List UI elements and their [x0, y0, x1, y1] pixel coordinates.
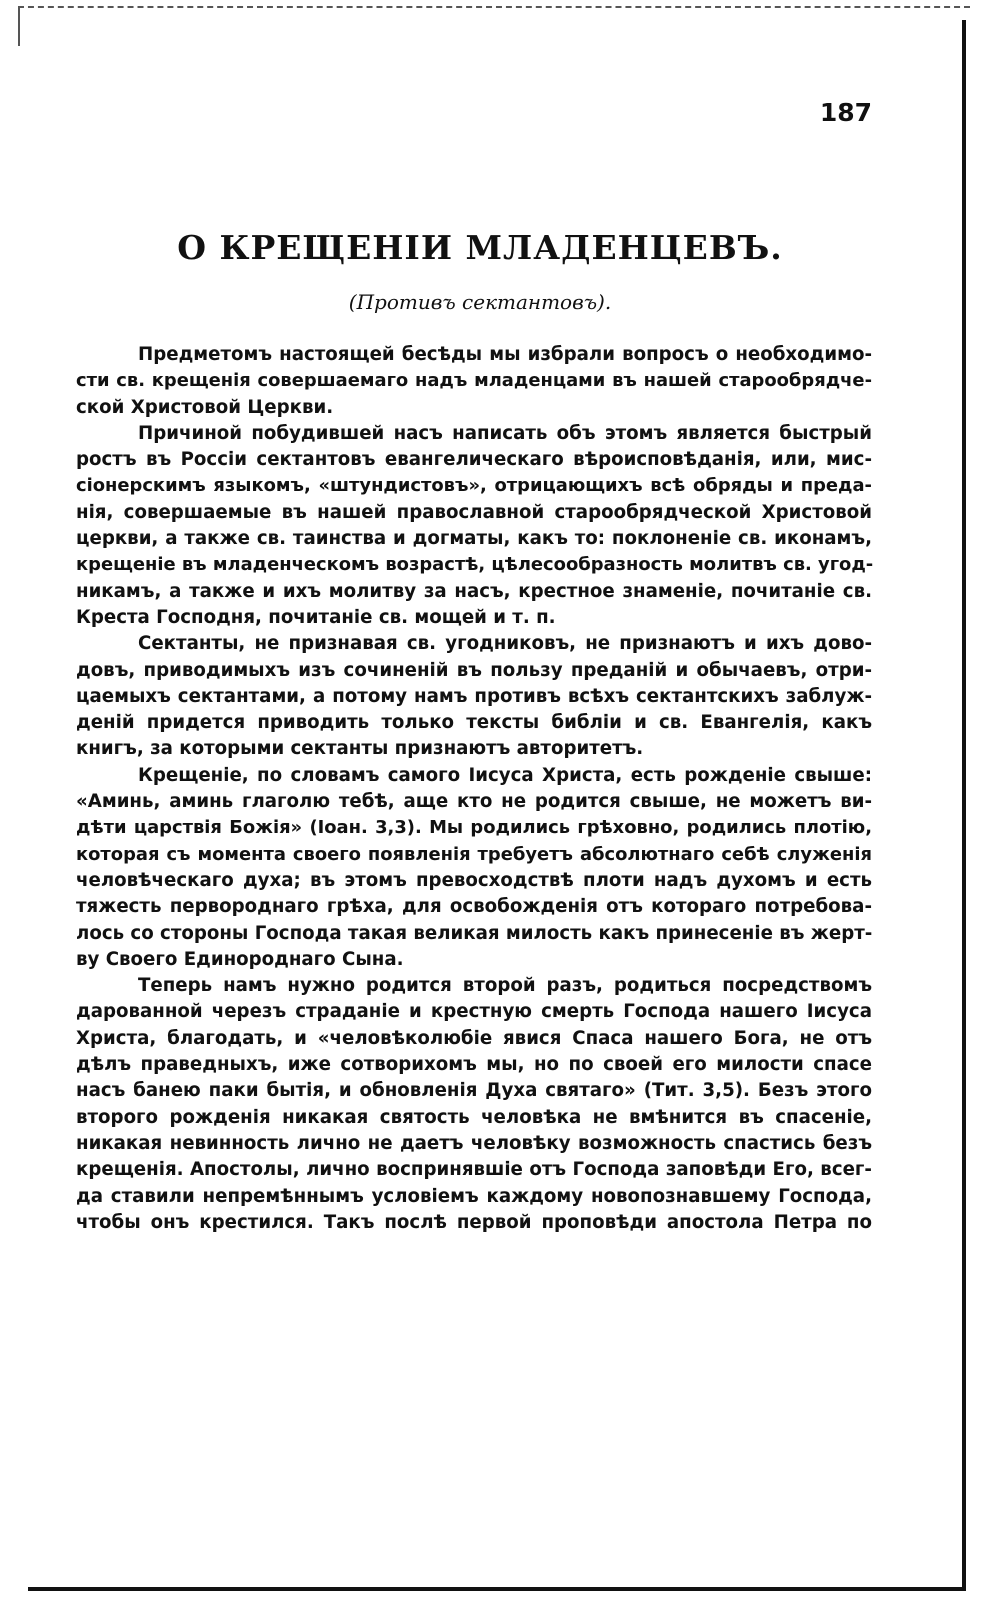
text-line: нія, совершаемые въ нашей православной старообрядческой Христовой	[76, 501, 872, 523]
text-line: второго рожденія никакая святость человѣка не вмѣнится въ спасеніе,	[76, 1106, 872, 1128]
page-number: 187	[819, 98, 872, 127]
text-line: Предметомъ настоящей бесѣды мы избрали вопросъ о необходимо-	[138, 344, 872, 365]
text-line: дѣлъ праведныхъ, иже сотворихомъ мы, но по своей его милости спасе	[76, 1054, 872, 1076]
text-line: никамъ, а также и ихъ молитву за насъ, крестное знаменіе, почитаніе св.	[76, 580, 872, 602]
text-line: тяжесть первороднаго грѣха, для освобожденія отъ котораго потребова-	[76, 896, 872, 918]
text-line: деній придется приводить только тексты библіи и св. Евангелія, какъ	[76, 712, 872, 734]
text-line: никакая невинность лично не даетъ человѣку возможность спастись безъ	[76, 1132, 872, 1154]
scan-edge-right	[962, 20, 966, 1590]
text-line: книгъ, за которыми сектанты признаютъ авторитетъ.	[76, 738, 644, 760]
text-line: лось со стороны Господа такая великая милость какъ принесеніе въ жерт-	[76, 922, 873, 944]
text-line: ской Христовой Церкви.	[76, 396, 334, 418]
text-line: сти св. крещенія совершаемаго надъ младенцами въ нашей старообрядче-	[76, 370, 872, 392]
text-line: сіонерскимъ языкомъ, «штундистовъ», отрицающихъ всѣ обряды и преда-	[76, 475, 872, 497]
text-line: Сектанты, не признавая св. угодниковъ, не признаютъ и ихъ дово-	[138, 633, 872, 655]
text-line: крещенія. Апостолы, лично воспринявшіе отъ Господа заповѣди Его, всег-	[76, 1159, 872, 1181]
text-line: да ставили непремѣннымъ условіемъ каждому новопознавшему Господа,	[76, 1185, 872, 1207]
text-line: Креста Господня, почитаніе св. мощей и т. п.	[76, 606, 556, 628]
body-text	[76, 342, 872, 1236]
scan-edge-top	[18, 6, 970, 8]
text-line: Причиной побудившей насъ написать объ этомъ является быстрый	[138, 422, 872, 444]
text-line: «Аминь, аминь глаголю тебѣ, аще кто не родится свыше, не можетъ ви-	[76, 791, 872, 813]
text-line: насъ банею паки бытія, и обновленія Духа святаго» (Тит. 3,5). Безъ этого	[76, 1080, 872, 1102]
text-line: человѣческаго духа; въ этомъ превосходствѣ плоти надъ духомъ и есть	[76, 869, 872, 891]
text-line: ву Своего Единороднаго Сына.	[76, 948, 404, 970]
text-line: дѣти царствія Божія» (Іоан. 3,3). Мы родились грѣховно, родились плотію,	[76, 817, 872, 839]
text-line: церкви, а также св. таинства и догматы, какъ то: поклоненіе св. иконамъ,	[76, 528, 872, 550]
text-line: ростъ въ Россіи сектантовъ евангелическаго вѣроисповѣданія, или, мис-	[76, 449, 872, 471]
text-line: крещеніе въ младенческомъ возрастѣ, цѣлесообразность молитвъ св. угод-	[76, 554, 874, 576]
text-line: чтобы онъ крестился. Такъ послѣ первой проповѣди апостола Петра по	[76, 1211, 872, 1233]
scan-edge-left	[18, 6, 20, 46]
text-line: Христа, благодать, и «человѣколюбіе явися Спаса нашего Бога, не отъ	[76, 1027, 872, 1049]
text-line: дарованной черезъ страданіе и крестную смерть Господа нашего Іисуса	[76, 1001, 872, 1023]
text-line: Теперь намъ нужно родится второй разъ, родиться посредствомъ	[138, 975, 872, 997]
text-line: Крещеніе, по словамъ самого Іисуса Христа, есть рожденіе свыше:	[138, 764, 872, 786]
text-line: цаемыхъ сектантами, а потому намъ противъ всѣхъ сектантскихъ заблуж-	[76, 685, 872, 707]
text-line: довъ, приводимыхъ изъ сочиненій въ пользу преданій и обычаевъ, отри-	[76, 659, 872, 681]
page-subtitle: (Противъ сектантовъ).	[348, 290, 612, 314]
text-line: которая съ момента своего появленія требуетъ абсолютнаго себѣ служенія	[76, 843, 872, 865]
page-title: О КРЕЩЕНІИ МЛАДЕНЦЕВЪ.	[177, 228, 783, 267]
scan-edge-bottom	[28, 1587, 966, 1591]
